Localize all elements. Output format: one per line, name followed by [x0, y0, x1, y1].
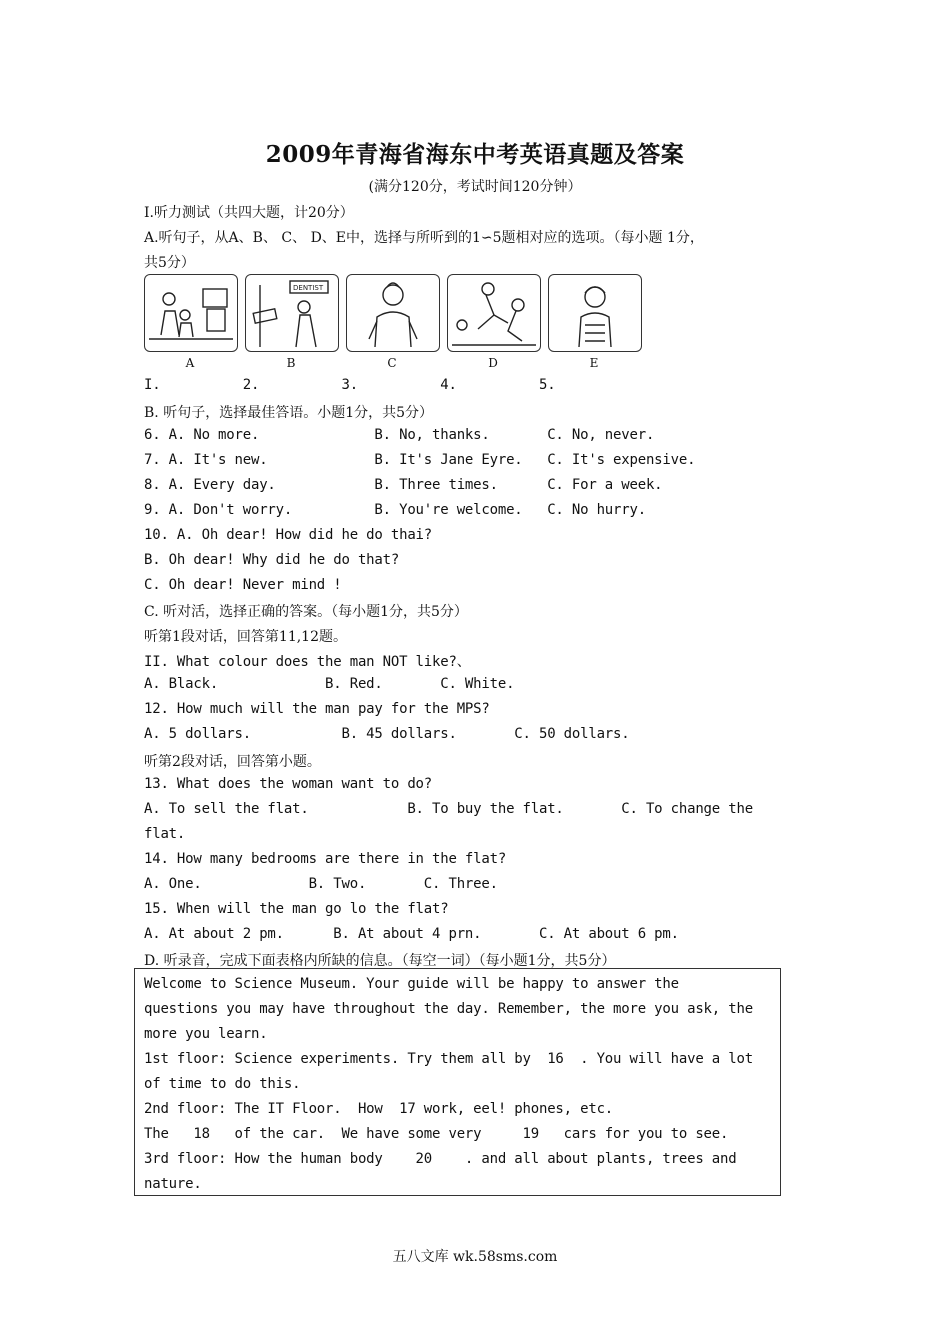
question-line: A. Black. B. Red. C. White. [144, 676, 515, 692]
question-line: II. What colour does the man NOT like?、 [144, 654, 471, 670]
section-heading: D. 听录音，完成下面表格内所缺的信息。（每空一词）（每小题1分，共5分） [144, 953, 616, 969]
question-line: 7. A. It's new. B. It's Jane Eyre. C. It's expensive. [144, 452, 696, 468]
exam-info: (满分120分，考试时间120分钟） [368, 179, 582, 195]
picture-d-football [447, 274, 541, 352]
picture-label: B [286, 356, 296, 370]
section-heading: B. 听句子，选择最佳答语。小题1分，共5分） [144, 405, 434, 421]
picture-c-boy [346, 274, 440, 352]
question-line: 14. How many bedrooms are there in the flat? [144, 851, 507, 867]
instruction-line: 共5分） [144, 255, 195, 271]
box-line: of time to do this. [144, 1076, 301, 1092]
svg-text:DENTIST: DENTIST [293, 284, 324, 292]
box-line: Welcome to Science Museum. Your guide will be happy to answer the [144, 976, 679, 992]
picture-a-family-tv [144, 274, 238, 352]
question-line: C. Oh dear! Never mind ! [144, 577, 342, 593]
picture-options [144, 274, 644, 374]
question-line: 12. How much will the man pay for the MPS? [144, 701, 490, 717]
question-line: 13. What does the woman want to do? [144, 776, 433, 792]
instruction-line: 听第1段对话，回答第11,12题。 [144, 629, 347, 645]
picture-label: A [185, 356, 195, 370]
box-line: questions you may have throughout the day. Remember, the more you ask, the [144, 1001, 753, 1017]
question-line: A. At about 2 pm. B. At about 4 prn. C. At about 6 pm. [144, 926, 679, 942]
box-line: 1st floor: Science experiments. Try them all by 16 . You will have a lot [144, 1051, 753, 1067]
picture-e-sick-boy [548, 274, 642, 352]
page-title: 2009年青海省海东中考英语真题及答案 [265, 141, 685, 168]
footer-watermark: 五八文库 wk.58sms.com [392, 1249, 558, 1265]
instruction-line: 听第2段对话，回答第小题。 [144, 754, 321, 770]
section-heading: I.听力测试（共四大题，计20分） [144, 205, 354, 221]
question-line: 6. A. No more. B. No, thanks. C. No, never. [144, 427, 655, 443]
question-line: 8. A. Every day. B. Three times. C. For a week. [144, 477, 663, 493]
question-line: 9. A. Don't worry. B. You're welcome. C. No hurry. [144, 502, 646, 518]
question-line: A. To sell the flat. B. To buy the flat. C. To change the [144, 801, 753, 817]
section-heading: C. 听对活，选择正确的答案。（每小题1分，共5分） [144, 604, 468, 620]
box-line: nature. [144, 1176, 202, 1192]
box-line: 2nd floor: The IT Floor. How 17 work, eel! phones, etc. [144, 1101, 614, 1117]
box-line: The 18 of the car. We have some very 19 cars for you to see. [144, 1126, 729, 1142]
picture-label: E [589, 356, 599, 370]
question-line: A. 5 dollars. B. 45 dollars. C. 50 dollars. [144, 726, 630, 742]
question-line: flat. [144, 826, 186, 842]
question-line: A. One. B. Two. C. Three. [144, 876, 498, 892]
question-line: 10. A. Oh dear! How did he do thai? [144, 527, 433, 543]
picture-label: C [387, 356, 397, 370]
answer-slots: I. 2. 3. 4. 5. [144, 377, 556, 393]
box-line: 3rd floor: How the human body 20 . and all about plants, trees and [144, 1151, 737, 1167]
picture-label: D [488, 356, 498, 370]
question-line: 15. When will the man go lo the flat? [144, 901, 449, 917]
picture-b-dentist [245, 274, 339, 352]
question-line: B. Oh dear! Why did he do that? [144, 552, 400, 568]
instruction-line: A.听句子，从A、B、 C、 D、E中，选择与所听到的1∽5题相对应的选项。（每小题 1分， [144, 230, 704, 246]
box-line: more you learn. [144, 1026, 268, 1042]
